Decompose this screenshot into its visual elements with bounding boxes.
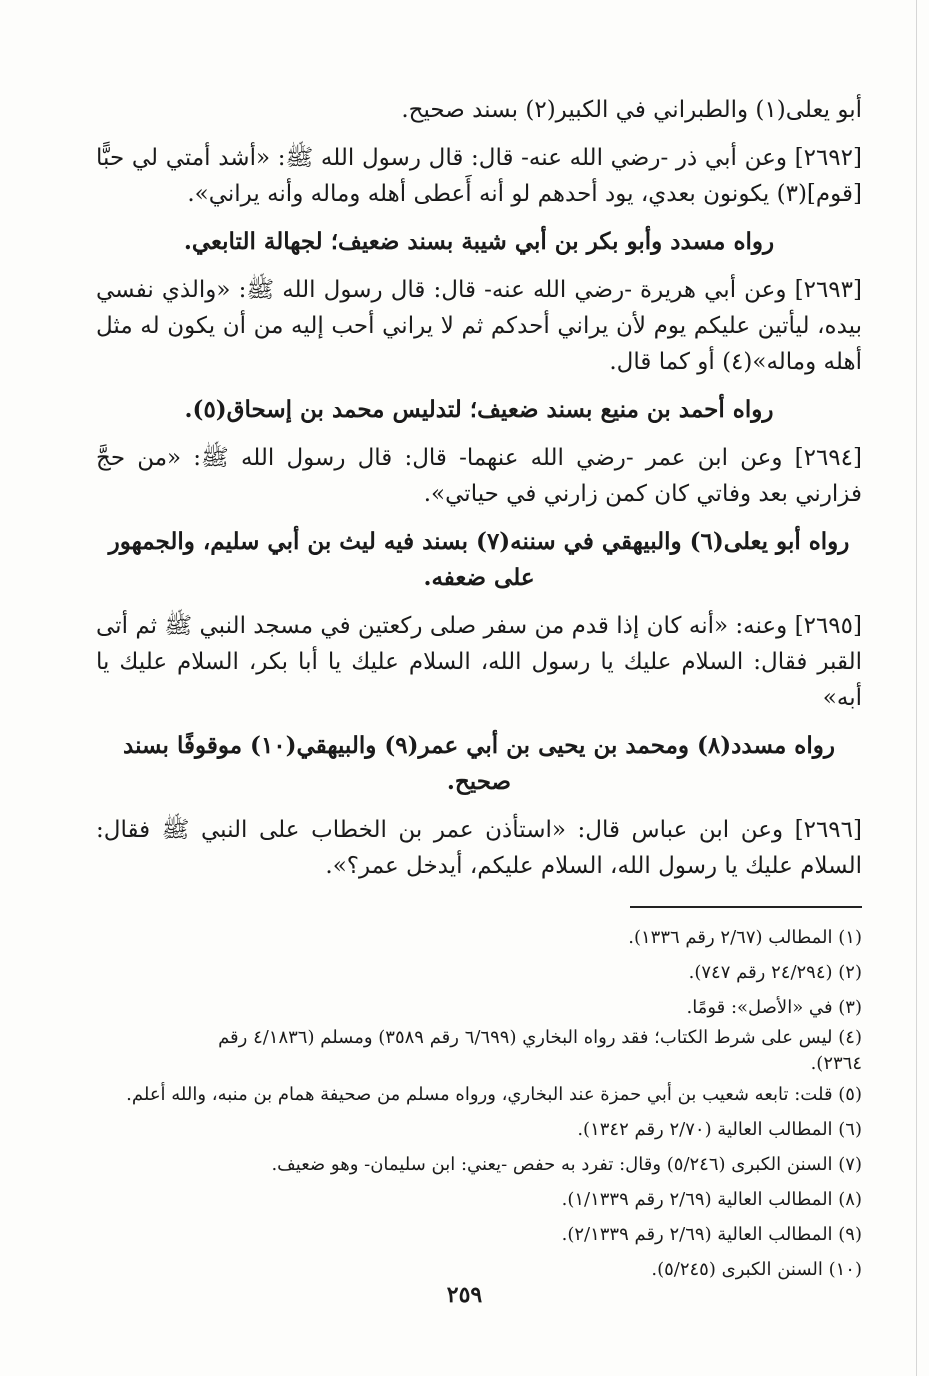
- hadith-2696: [٢٦٩٦] وعن ابن عباس قال: «استأذن عمر بن الخطاب على النبي ﷺ فقال: السلام عليك يا رسول الله، السلام عليكم، أيدخل عمر؟».: [96, 817, 862, 879]
- footnote-1: (١) المطالب (٢/٦٧ رقم ١٣٣٦).: [628, 927, 862, 948]
- narration-2695: رواه مسدد(٨) ومحمد بن يحيى بن أبي عمر(٩) والبيهقي(١٠) موقوفًا بسند صحيح.: [123, 732, 835, 795]
- hadith-2692: [٢٦٩٢] وعن أبي ذر -رضي الله عنه- قال: قال رسول الله ﷺ: «أشد أمتي لي حبًّا [قوم](٣) يكونون بعدي، يود أحدهم لو أنه أَعطى أهله وماله وأنه يراني».: [96, 145, 862, 207]
- footnote-9: (٩) المطالب العالية (٢/٦٩ رقم ٢/١٣٣٩).: [561, 1224, 862, 1245]
- narration-2693: رواه أحمد بن منيع بسند ضعيف؛ لتدليس محمد بن إسحاق(٥).: [184, 396, 774, 423]
- footnote-3: (٣) في «الأصل»: قومًا.: [686, 997, 862, 1018]
- page-number: ٢٥٩: [446, 1282, 483, 1308]
- narration-2692: رواه مسدد وأبو بكر بن أبي شيبة بسند ضعيف؛ لجهالة التابعي.: [183, 228, 775, 255]
- footnote-4-continued: ٢٣٦٤).: [810, 1053, 862, 1074]
- book-page: [96, 92, 862, 1332]
- footnote-2: (٢) (٢٤/٢٩٤ رقم ٧٤٧).: [688, 962, 862, 983]
- footnote-4: (٤) ليس على شرط الكتاب؛ فقد رواه البخاري (٦/٦٩٩ رقم ٣٥٨٩) ومسلم (٤/١٨٣٦ رقم: [218, 1027, 862, 1048]
- footnote-8: (٨) المطالب العالية (٢/٦٩ رقم ١/١٣٣٩).: [561, 1189, 862, 1210]
- footnote-5: (٥) قلت: تابعه شعيب بن أبي حمزة عند البخاري، ورواه مسلم من صحيفة همام بن منبه، والله أعلم.: [126, 1084, 862, 1105]
- hadith-2693: [٢٦٩٣] وعن أبي هريرة -رضي الله عنه- قال: قال رسول الله ﷺ: «والذي نفسي بيده، ليأتين عليكم يوم لأن يراني أحدكم ثم لا يراني أحب إليه من أن يكون له مثل أهله وماله»(٤) أو كما قال.: [96, 277, 862, 375]
- footnote-separator: [630, 906, 862, 908]
- text-line-1: أبو يعلى(١) والطبراني في الكبير(٢) بسند صحيح.: [401, 97, 862, 123]
- hadith-2695: [٢٦٩٥] وعنه: «أنه كان إذا قدم من سفر صلى ركعتين في مسجد النبي ﷺ ثم أتى القبر فقال: السلام عليك يا رسول الله، السلام عليك يا أبا بكر، السلام عليك يا أبه»: [96, 613, 862, 711]
- page-edge: [916, 0, 917, 1376]
- narration-2694: رواه أبو يعلى(٦) والبيهقي في سننه(٧) بسند فيه ليث بن أبي سليم، والجمهور على ضعفه.: [108, 528, 850, 591]
- footnote-6: (٦) المطالب العالية (٢/٧٠ رقم ١٣٤٢).: [577, 1119, 862, 1140]
- footnote-10: (١٠) السنن الكبرى (٥/٢٤٥).: [651, 1259, 862, 1280]
- footnote-7: (٧) السنن الكبرى (٥/٢٤٦) وقال: تفرد به حفص -يعني: ابن سليمان- وهو ضعيف.: [271, 1154, 862, 1175]
- hadith-2694: [٢٦٩٤] وعن ابن عمر -رضي الله عنهما- قال: قال رسول الله ﷺ: «من حجَّ فزارني بعد وفاتي كان كمن زارني في حياتي».: [96, 445, 862, 507]
